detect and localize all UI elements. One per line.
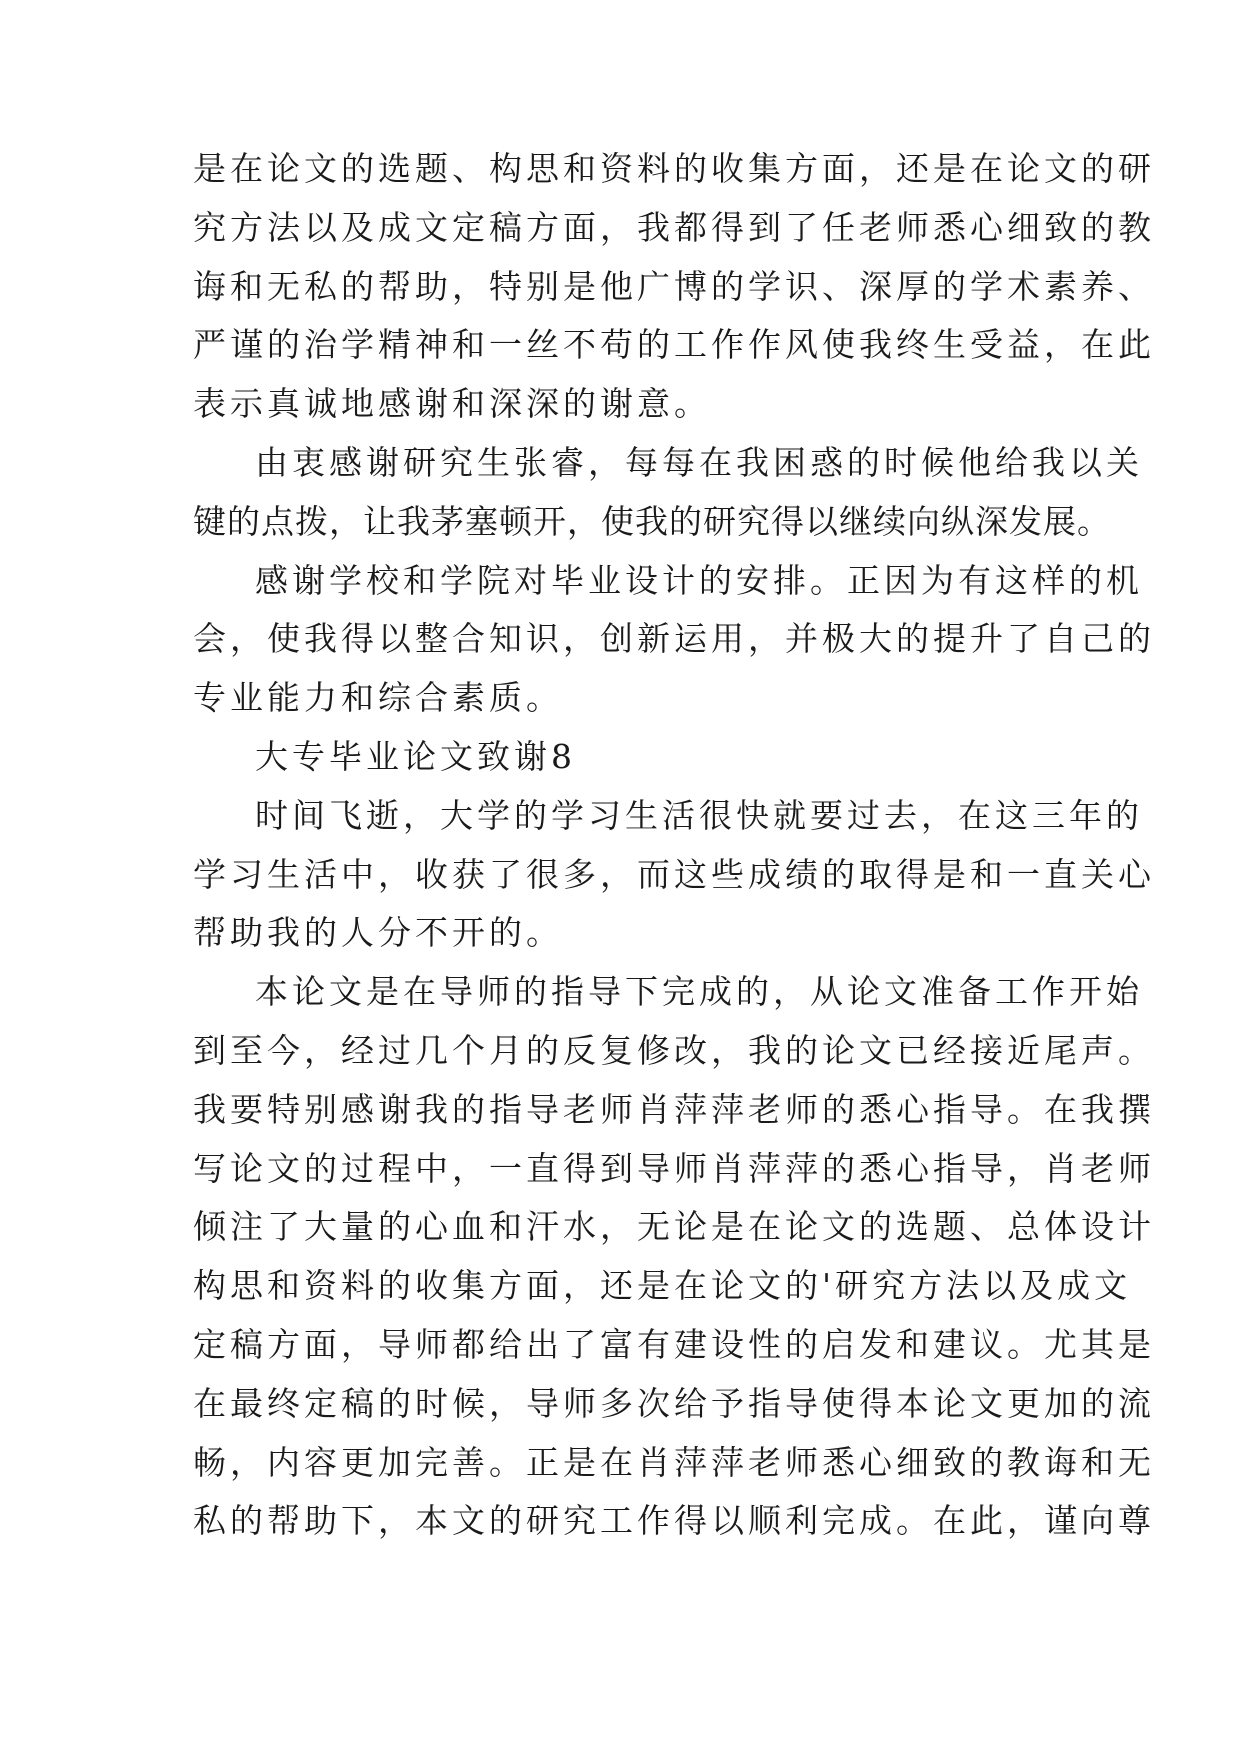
text-line: 构思和资料的收集方面，还是在论文的'研究方法以及成文 <box>193 1266 1132 1306</box>
text-line: 键的点拨，让我茅塞顿开，使我的研究得以继续向纵深发展。 <box>193 501 1111 541</box>
text-line: 严谨的治学精神和一丝不苟的工作作风使我终生受益，在此 <box>193 325 1155 365</box>
text-line: 我要特别感谢我的指导老师肖萍萍老师的悉心指导。在我撰 <box>193 1089 1155 1129</box>
text-line: 畅，内容更加完善。正是在肖萍萍老师悉心细致的教诲和无 <box>193 1442 1155 1482</box>
text-line: 会，使我得以整合知识，创新运用，并极大的提升了自己的 <box>193 619 1155 659</box>
text-line: 写论文的过程中，一直得到导师肖萍萍的悉心指导，肖老师 <box>193 1148 1155 1188</box>
paragraph-start-line: 感谢学校和学院对毕业设计的安排。正因为有这样的机 <box>255 560 1143 600</box>
body-text <box>193 140 1155 1551</box>
text-line: 到至今，经过几个月的反复修改，我的论文已经接近尾声。 <box>193 1030 1155 1070</box>
text-line: 倾注了大量的心血和汗水，无论是在论文的选题、总体设计 <box>193 1207 1155 1247</box>
text-line: 是在论文的选题、构思和资料的收集方面，还是在论文的研 <box>193 149 1155 188</box>
text-line: 在最终定稿的时候，导师多次给予指导使得本论文更加的流 <box>193 1383 1155 1423</box>
text-line: 表示真诚地感谢和深深的谢意。 <box>193 384 711 424</box>
paragraph-start-line: 本论文是在导师的指导下完成的，从论文准备工作开始 <box>255 972 1143 1012</box>
text-line: 帮助我的人分不开的。 <box>193 913 563 953</box>
text-line: 私的帮助下，本文的研究工作得以顺利完成。在此，谨向尊 <box>193 1501 1155 1541</box>
text-line: 究方法以及成文定稿方面，我都得到了任老师悉心细致的教 <box>193 207 1155 247</box>
text-line: 定稿方面，导师都给出了富有建设性的启发和建议。尤其是 <box>193 1324 1155 1364</box>
text-line: 学习生活中，收获了很多，而这些成绩的取得是和一直关心 <box>193 854 1155 894</box>
paragraph-start-line: 时间飞逝，大学的学习生活很快就要过去，在这三年的 <box>255 795 1143 835</box>
section-heading: 大专毕业论文致谢8 <box>255 736 576 776</box>
text-line: 诲和无私的帮助，特别是他广博的学识、深厚的学术素养、 <box>193 266 1155 306</box>
paragraph-start-line: 由衷感谢研究生张睿，每每在我困惑的时候他给我以关 <box>255 442 1143 482</box>
text-line: 专业能力和综合素质。 <box>193 678 563 718</box>
